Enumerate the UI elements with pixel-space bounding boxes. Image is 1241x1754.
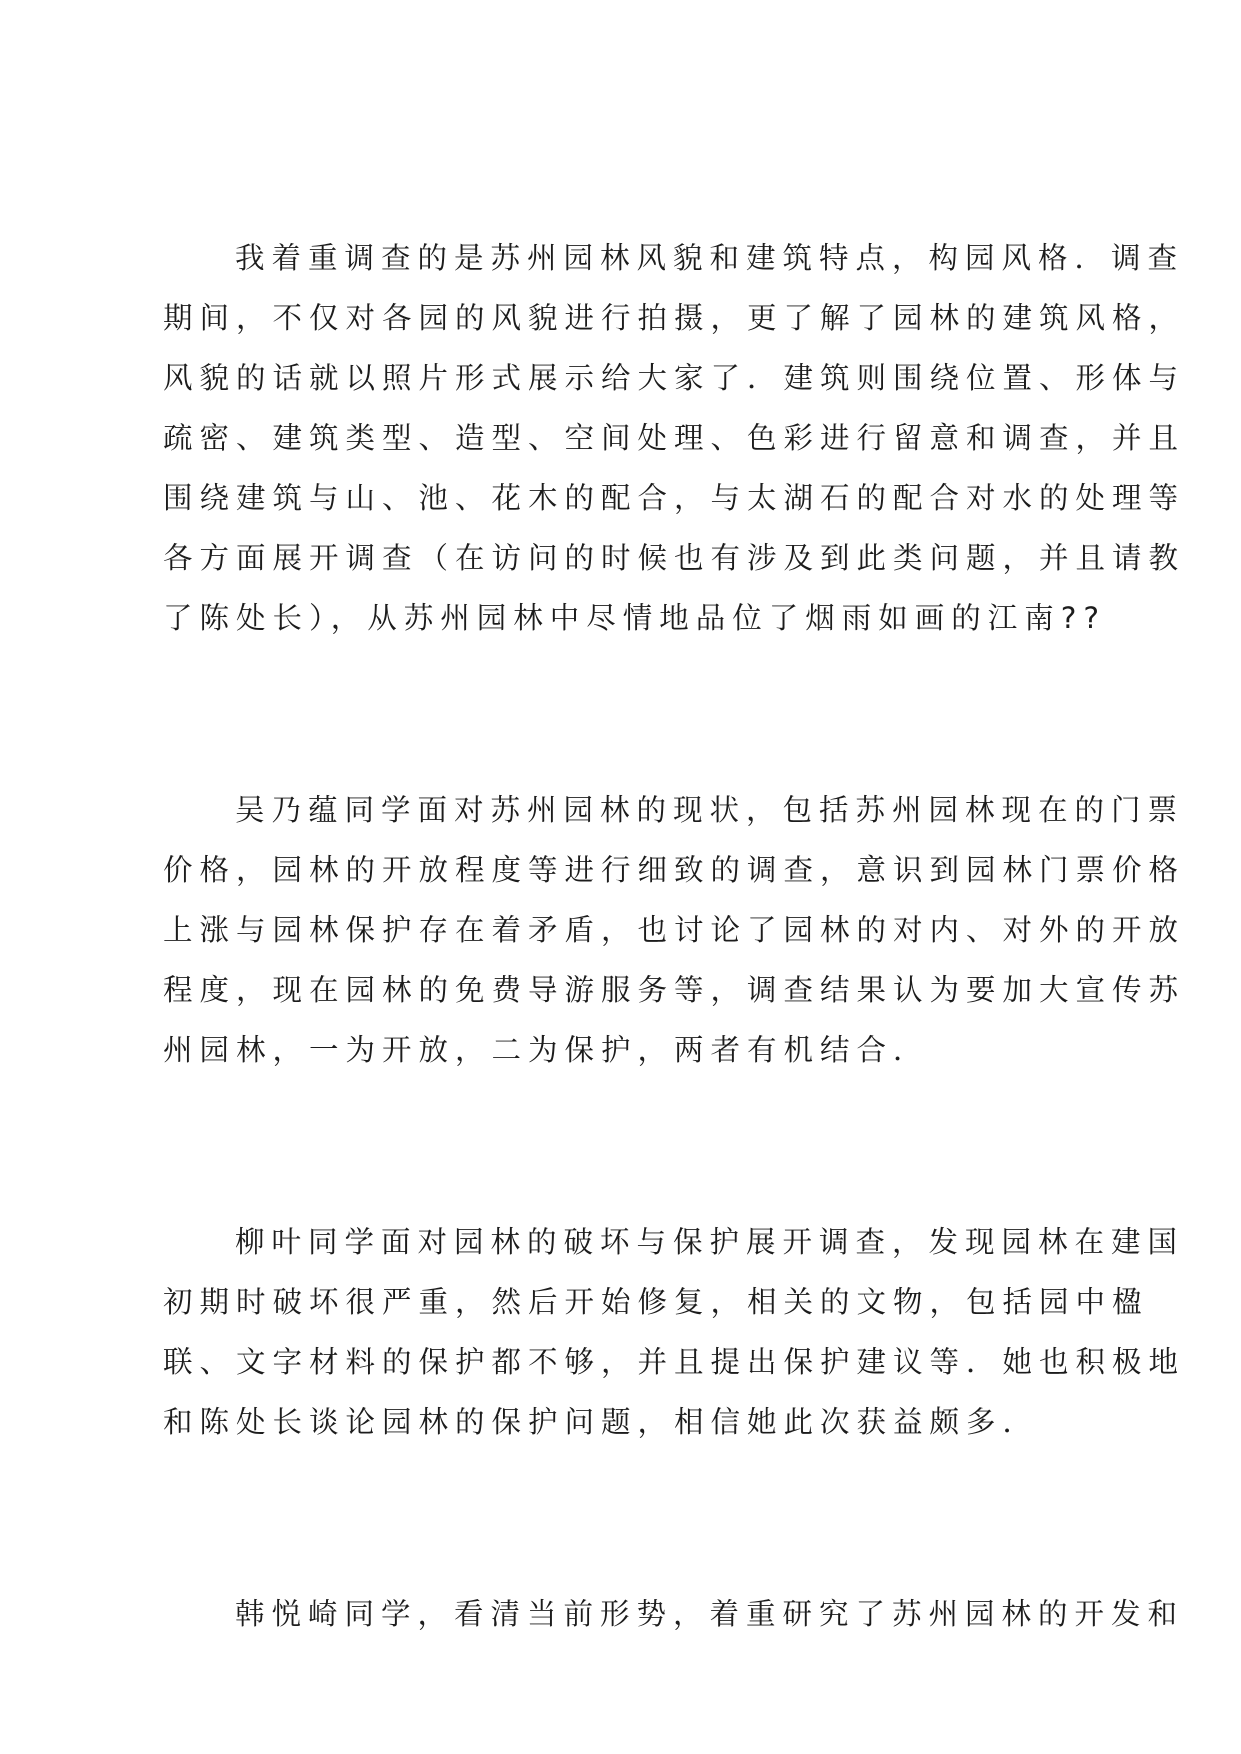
paragraph-line: 价格，园林的开放程度等进行细致的调查，意识到园林门票价格: [163, 853, 1186, 887]
paragraph-spacer: [163, 1080, 1093, 1212]
paragraph-current-status: [163, 780, 1186, 1080]
paragraph-line: 各方面展开调查（在访问的时候也有涉及到此类问题，并且请教: [163, 541, 1186, 575]
paragraph-line: 初期时破坏很严重，然后开始修复，相关的文物，包括园中楹: [163, 1285, 1149, 1319]
paragraph-development: [163, 1584, 1185, 1644]
paragraph-line: 期间，不仅对各园的风貌进行拍摄，更了解了园林的建筑风格，: [163, 301, 1186, 335]
paragraph-line: 州园林，一为开放，二为保护，两者有机结合．: [163, 1033, 930, 1067]
paragraph-line: 程度，现在园林的免费导游服务等，调查结果认为要加大宣传苏: [163, 973, 1186, 1007]
paragraph-line: 疏密、建筑类型、造型、空间处理、色彩进行留意和调查，并且: [163, 421, 1186, 455]
paragraph-line: 围绕建筑与山、池、花木的配合，与太湖石的配合对水的处理等: [163, 481, 1186, 515]
paragraph-line: 上涨与园林保护存在着矛盾，也讨论了园林的对内、对外的开放: [163, 913, 1186, 947]
paragraph-line: 吴乃蕴同学面对苏州园林的现状，包括苏州园林现在的门票: [235, 793, 1185, 827]
paragraph-line: 了陈处长），从苏州园林中尽情地品位了烟雨如画的江南??: [163, 601, 1107, 635]
paragraph-scenery-architecture: [163, 228, 1186, 648]
paragraph-damage-protection: [163, 1212, 1186, 1452]
document-body: [163, 228, 1186, 1644]
paragraph-line: 我着重调查的是苏州园林风貌和建筑特点，构园风格．调查: [235, 241, 1185, 275]
paragraph-line: 风貌的话就以照片形式展示给大家了．建筑则围绕位置、形体与: [163, 361, 1186, 395]
paragraph-line: 和陈处长谈论园林的保护问题，相信她此次获益颇多．: [163, 1405, 1040, 1439]
paragraph-line: 联、文字材料的保护都不够，并且提出保护建议等．她也积极地: [163, 1345, 1186, 1379]
paragraph-spacer: [163, 1452, 1093, 1584]
paragraph-line: 韩悦崎同学，看清当前形势，着重研究了苏州园林的开发和: [235, 1597, 1185, 1631]
paragraph-spacer: [163, 648, 1093, 780]
paragraph-line: 柳叶同学面对园林的破坏与保护展开调查，发现园林在建国: [235, 1225, 1185, 1259]
